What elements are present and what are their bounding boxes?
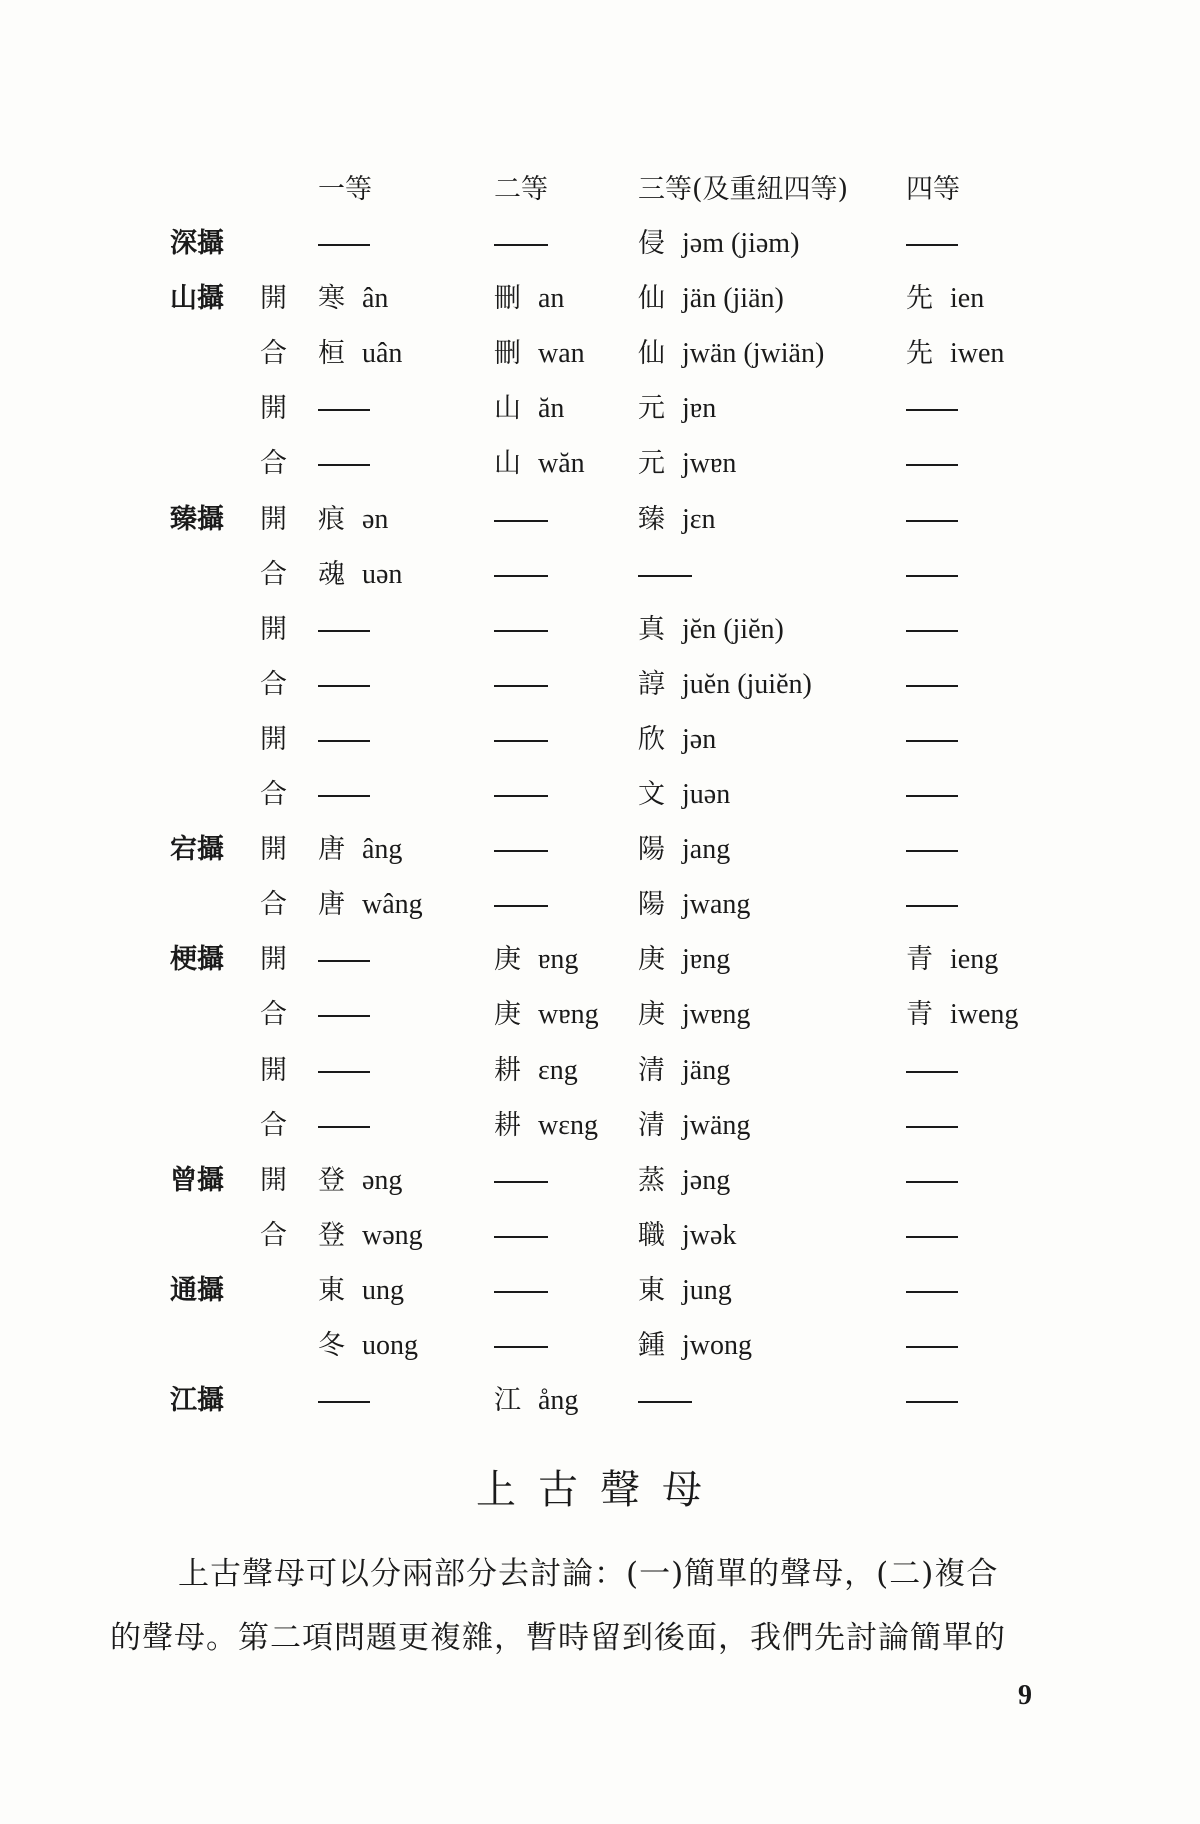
rhyme-character: 仙 [638,338,665,369]
rhyme-cell-d1 [318,1049,370,1093]
shelun-label: 曾攝 [170,1165,224,1196]
rhyme-cell-d2 [494,1379,578,1423]
empty-dash [318,740,370,742]
rhyme-cell-d4 [906,993,1018,1037]
rhyme-character: 庚 [494,999,521,1030]
rhyme-cell-d4 [906,828,958,872]
rhyme-reconstruction: jɐn [682,393,717,424]
rhyme-cell-d3 [638,1104,750,1148]
rhyme-cell-d1 [318,1379,370,1423]
empty-dash [906,1291,958,1293]
rhyme-cell-d1 [318,442,370,486]
empty-dash [906,575,958,577]
table-row [0,1049,1200,1093]
paragraph-line: 上古聲母可以分兩部分去討論：(一)簡單的聲母，(二)複合 [178,1556,999,1592]
rhyme-cell-d2 [494,718,548,762]
table-row [0,993,1200,1037]
empty-dash [318,1126,370,1128]
rhyme-character: 東 [638,1275,665,1306]
rhyme-reconstruction: iwen [950,338,1005,369]
rhyme-character: 仙 [638,283,665,314]
paragraph-line: 的聲母。第二項問題更複雜，暫時留到後面，我們先討論簡單的 [110,1620,1006,1656]
header-deng2: 二等 [494,174,548,205]
empty-dash [494,1346,548,1348]
rhyme-cell-d2 [494,1214,548,1258]
table-row [0,773,1200,817]
empty-dash [906,685,958,687]
rhyme-reconstruction: jəng [682,1165,731,1196]
rhyme-cell-d3 [638,773,730,817]
empty-dash [494,905,548,907]
rhyme-character: 東 [318,1275,345,1306]
rhyme-character: 寒 [318,283,345,314]
rhyme-cell-d1 [318,993,370,1037]
rhyme-character: 先 [906,283,933,314]
rhyme-reconstruction: iweng [950,999,1019,1030]
empty-dash [906,409,958,411]
rhyme-cell-d2 [494,883,548,927]
shelun-label: 山攝 [170,283,224,314]
rhyme-cell-d4 [906,277,984,321]
rhyme-character: 臻 [638,504,665,535]
kaihe-label: 開 [260,504,287,535]
header-deng3: 三等(及重紐四等) [638,174,849,205]
empty-dash [494,244,548,246]
empty-dash [318,960,370,962]
rhyme-reconstruction: juən [682,779,731,810]
rhyme-character: 山 [494,393,521,424]
rhyme-cell-d3 [638,442,736,486]
rhyme-reconstruction: ân [362,283,389,314]
rhyme-character: 職 [638,1220,665,1251]
empty-dash [906,1346,958,1348]
rhyme-character: 刪 [494,283,521,314]
shelun-label: 梗攝 [170,944,224,975]
kaihe-label: 合 [260,999,287,1030]
empty-dash [906,244,958,246]
rhyme-reconstruction: ieng [950,944,999,975]
rhyme-reconstruction: wan [538,338,585,369]
rhyme-cell-d2 [494,553,548,597]
rhyme-character: 登 [318,1165,345,1196]
empty-dash [318,795,370,797]
rhyme-cell-d4 [906,1379,958,1423]
rhyme-reconstruction: ång [538,1385,579,1416]
empty-dash [318,464,370,466]
rhyme-cell-d4 [906,553,958,597]
kaihe-label: 合 [260,889,287,920]
kaihe-label: 開 [260,1055,287,1086]
rhyme-cell-d4 [906,1214,958,1258]
rhyme-reconstruction: an [538,283,565,314]
rhyme-reconstruction: jwɐn [682,448,737,479]
rhyme-character: 蒸 [638,1165,665,1196]
rhyme-reconstruction: ien [950,283,985,314]
rhyme-character: 耕 [494,1110,521,1141]
rhyme-character: 唐 [318,889,345,920]
rhyme-reconstruction: jɛn [682,504,716,535]
rhyme-reconstruction: uən [362,559,403,590]
table-row [0,277,1200,321]
kaihe-label: 合 [260,338,287,369]
rhyme-cell-d4 [906,387,958,431]
empty-dash [906,850,958,852]
empty-dash [494,630,548,632]
rhyme-cell-d4 [906,332,1004,376]
table-row [0,718,1200,762]
empty-dash [318,1015,370,1017]
rhyme-reconstruction: wăn [538,448,585,479]
table-row [0,1104,1200,1148]
rhyme-cell-d4 [906,1269,958,1313]
rhyme-cell-d1 [318,608,370,652]
empty-dash [318,630,370,632]
empty-dash [494,740,548,742]
rhyme-character: 鍾 [638,1330,665,1361]
empty-dash [494,685,548,687]
rhyme-cell-d4 [906,1104,958,1148]
rhyme-cell-d4 [906,222,958,266]
empty-dash [906,464,958,466]
empty-dash [494,1236,548,1238]
kaihe-label: 合 [260,669,287,700]
rhyme-character: 陽 [638,889,665,920]
empty-dash [494,520,548,522]
rhyme-character: 江 [494,1385,521,1416]
rhyme-reconstruction: ăn [538,393,565,424]
empty-dash [906,1236,958,1238]
rhyme-cell-d1 [318,1104,370,1148]
kaihe-label: 開 [260,724,287,755]
rhyme-cell-d3 [638,663,812,707]
rhyme-reconstruction: jwong [682,1330,752,1361]
header-deng1: 一等 [318,174,372,205]
rhyme-reconstruction: jəm (jiəm) [682,228,800,259]
rhyme-cell-d3 [638,332,824,376]
rhyme-cell-d4 [906,1049,958,1093]
rhyme-reconstruction: jang [682,834,731,865]
rhyme-character: 登 [318,1220,345,1251]
rhyme-cell-d1 [318,1324,418,1368]
rhyme-cell-d2 [494,993,599,1037]
rhyme-cell-d3 [638,608,784,652]
table-row [0,442,1200,486]
rhyme-cell-d4 [906,773,958,817]
empty-dash [638,575,692,577]
rhyme-cell-d1 [318,277,388,321]
rhyme-cell-d1 [318,553,402,597]
rhyme-cell-d4 [906,663,958,707]
empty-dash [906,905,958,907]
rhyme-cell-d3 [638,1379,692,1423]
table-row [0,332,1200,376]
rhyme-cell-d4 [906,883,958,927]
rhyme-reconstruction: ən [362,504,389,535]
rhyme-cell-d1 [318,387,370,431]
rhyme-cell-d4 [906,718,958,762]
rhyme-reconstruction: jän (jiän) [682,283,784,314]
kaihe-label: 開 [260,393,287,424]
table-row [0,938,1200,982]
section-title: 上古聲母 [476,1467,724,1513]
rhyme-character: 陽 [638,834,665,865]
rhyme-cell-d1 [318,1269,404,1313]
rhyme-reconstruction: wɐng [538,999,599,1030]
empty-dash [638,1401,692,1403]
rhyme-character: 青 [906,944,933,975]
rhyme-cell-d3 [638,498,716,542]
rhyme-cell-d1 [318,938,370,982]
rhyme-character: 青 [906,999,933,1030]
rhyme-cell-d1 [318,1214,423,1258]
rhyme-character: 文 [638,779,665,810]
rhyme-character: 唐 [318,834,345,865]
page-number: 9 [1018,1680,1032,1711]
kaihe-label: 開 [260,283,287,314]
rhyme-cell-d4 [906,498,958,542]
rhyme-cell-d1 [318,718,370,762]
rhyme-cell-d4 [906,442,958,486]
rhyme-character: 欣 [638,724,665,755]
kaihe-label: 開 [260,834,287,865]
rhyme-reconstruction: jwək [682,1220,737,1251]
kaihe-label: 開 [260,1165,287,1196]
table-row [0,1269,1200,1313]
rhyme-character: 山 [494,448,521,479]
rhyme-cell-d2 [494,222,548,266]
rhyme-cell-d1 [318,222,370,266]
table-row [0,1379,1200,1423]
empty-dash [318,409,370,411]
rhyme-cell-d3 [638,277,784,321]
empty-dash [318,1071,370,1073]
rhyme-cell-d1 [318,1159,402,1203]
rhyme-cell-d2 [494,828,548,872]
rhyme-character: 庚 [638,944,665,975]
empty-dash [318,1401,370,1403]
rhyme-cell-d4 [906,608,958,652]
table-row [0,663,1200,707]
rhyme-reconstruction: uong [362,1330,418,1361]
rhyme-reconstruction: wâng [362,889,423,920]
rhyme-cell-d2 [494,1159,548,1203]
header-deng4: 四等 [906,174,960,205]
rhyme-character: 桓 [318,338,345,369]
rhyme-cell-d3 [638,1214,736,1258]
table-row [0,828,1200,872]
empty-dash [906,795,958,797]
empty-dash [906,740,958,742]
rhyme-character: 庚 [638,999,665,1030]
rhyme-cell-d3 [638,1324,752,1368]
empty-dash [494,1291,548,1293]
rhyme-cell-d2 [494,1104,598,1148]
rhyme-cell-d2 [494,387,564,431]
rhyme-reconstruction: jən [682,724,717,755]
table-header [0,168,1200,212]
rhyme-cell-d2 [494,773,548,817]
rhyme-cell-d2 [494,1324,548,1368]
rhyme-character: 先 [906,338,933,369]
rhyme-reconstruction: uân [362,338,403,369]
rhyme-cell-d1 [318,498,388,542]
rhyme-cell-d2 [494,277,564,321]
table-row [0,222,1200,266]
rhyme-cell-d3 [638,387,716,431]
rhyme-character: 侵 [638,228,665,259]
rhyme-reconstruction: jwang [682,889,751,920]
empty-dash [494,850,548,852]
table-row [0,883,1200,927]
rhyme-character: 庚 [494,944,521,975]
rhyme-cell-d3 [638,1049,730,1093]
empty-dash [906,520,958,522]
empty-dash [906,630,958,632]
rhyme-cell-d3 [638,883,750,927]
rhyme-cell-d3 [638,1159,730,1203]
rhyme-reconstruction: âng [362,834,403,865]
rhyme-character: 元 [638,393,665,424]
rhyme-reconstruction: jäng [682,1055,731,1086]
rhyme-reconstruction: wɛng [538,1110,598,1141]
empty-dash [906,1181,958,1183]
rhyme-cell-d1 [318,883,423,927]
rhyme-cell-d3 [638,222,799,266]
rhyme-reconstruction: əng [362,1165,403,1196]
rhyme-cell-d4 [906,1159,958,1203]
empty-dash [318,244,370,246]
rhyme-character: 冬 [318,1330,345,1361]
kaihe-label: 合 [260,559,287,590]
shelun-label: 江攝 [170,1385,224,1416]
rhyme-reconstruction: ɛng [538,1055,578,1086]
table-row [0,1214,1200,1258]
empty-dash [906,1071,958,1073]
rhyme-character: 真 [638,614,665,645]
kaihe-label: 合 [260,779,287,810]
shelun-label: 臻攝 [170,504,224,535]
rhyme-cell-d3 [638,553,692,597]
rhyme-cell-d2 [494,442,585,486]
rhyme-reconstruction: ɐng [538,944,579,975]
kaihe-label: 開 [260,944,287,975]
rhyme-character: 清 [638,1055,665,1086]
rhyme-character: 刪 [494,338,521,369]
empty-dash [906,1401,958,1403]
rhyme-character: 元 [638,448,665,479]
rhyme-cell-d3 [638,718,716,762]
rhyme-cell-d2 [494,332,585,376]
table-row [0,498,1200,542]
empty-dash [494,575,548,577]
rhyme-character: 耕 [494,1055,521,1086]
rhyme-cell-d2 [494,1269,548,1313]
rhyme-cell-d2 [494,938,578,982]
rhyme-cell-d3 [638,1269,732,1313]
rhyme-reconstruction: wəng [362,1220,423,1251]
shelun-label: 宕攝 [170,834,224,865]
shelun-label: 通攝 [170,1275,224,1306]
rhyme-reconstruction: jwɐng [682,999,751,1030]
table-row [0,1324,1200,1368]
rhyme-character: 清 [638,1110,665,1141]
rhyme-reconstruction: ung [362,1275,404,1306]
empty-dash [906,1126,958,1128]
table-row [0,553,1200,597]
rhyme-cell-d4 [906,1324,958,1368]
rhyme-cell-d3 [638,993,750,1037]
rhyme-cell-d3 [638,828,730,872]
rhyme-cell-d2 [494,1049,578,1093]
rhyme-cell-d1 [318,828,402,872]
shelun-label: 深攝 [170,228,224,259]
rhyme-cell-d2 [494,608,548,652]
kaihe-label: 合 [260,1110,287,1141]
rhyme-cell-d3 [638,938,730,982]
rhyme-reconstruction: juĕn (juiĕn) [682,669,812,700]
empty-dash [494,795,548,797]
rhyme-cell-d1 [318,663,370,707]
rhyme-character: 痕 [318,504,345,535]
rhyme-cell-d1 [318,773,370,817]
empty-dash [494,1181,548,1183]
kaihe-label: 合 [260,1220,287,1251]
table-row [0,608,1200,652]
rhyme-reconstruction: jĕn (jiĕn) [682,614,784,645]
kaihe-label: 開 [260,614,287,645]
table-row [0,387,1200,431]
rhyme-cell-d4 [906,938,998,982]
rhyme-character: 魂 [318,559,345,590]
empty-dash [318,685,370,687]
kaihe-label: 合 [260,448,287,479]
rhyme-cell-d2 [494,663,548,707]
rhyme-character: 諄 [638,669,665,700]
rhyme-reconstruction: jɐng [682,944,731,975]
table-row [0,1159,1200,1203]
rhyme-cell-d1 [318,332,402,376]
rhyme-reconstruction: jwäng [682,1110,751,1141]
rhyme-reconstruction: jwän (jwiän) [682,338,825,369]
rhyme-reconstruction: jung [682,1275,732,1306]
rhyme-cell-d2 [494,498,548,542]
